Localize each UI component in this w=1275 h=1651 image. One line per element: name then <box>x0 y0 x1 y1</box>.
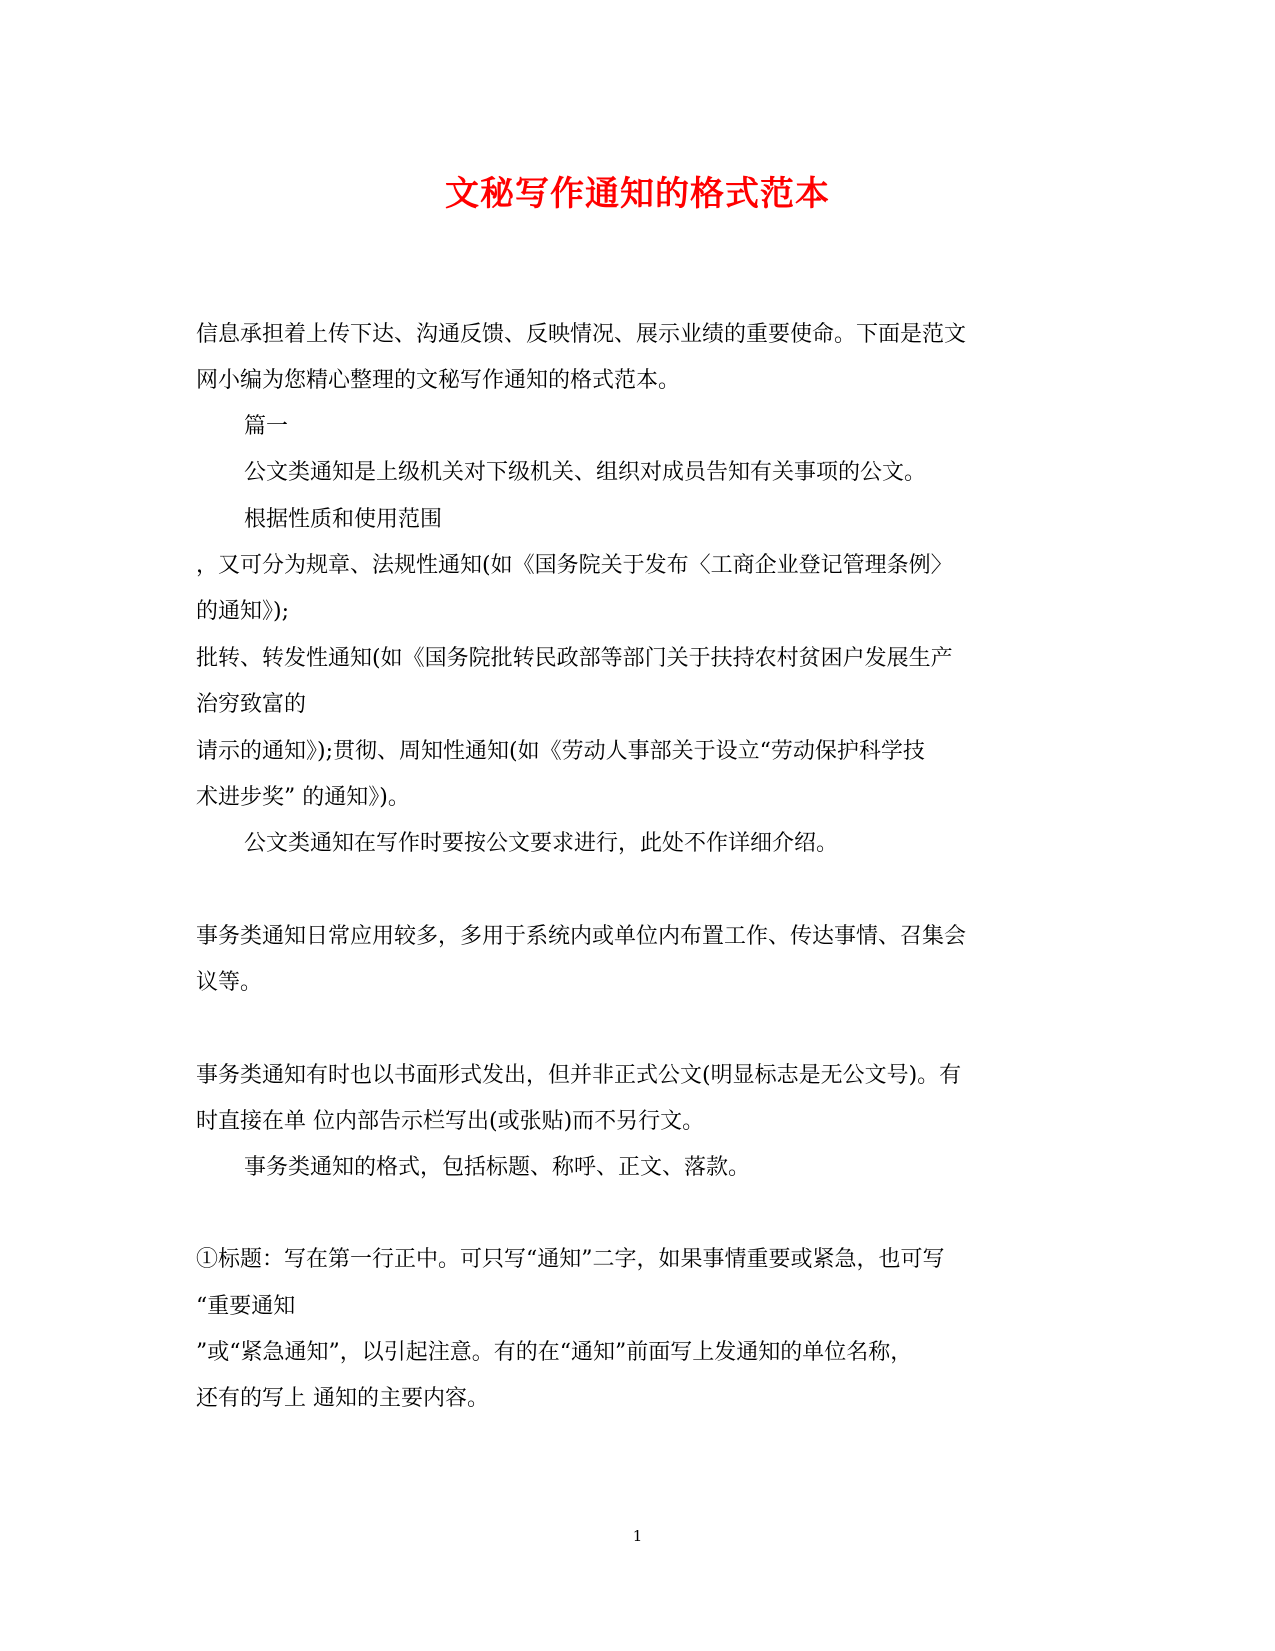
paragraph-line: 网小编为您精心整理的文秘写作通知的格式范本。 <box>196 368 681 393</box>
paragraph-line: 根据性质和使用范围 <box>244 507 443 532</box>
paragraph-line: 事务类通知日常应用较多，多用于系统内或单位内布置工作、传达事情、召集会 <box>196 924 967 949</box>
paragraph-line: 信息承担着上传下达、沟通反馈、反映情况、展示业绩的重要使命。下面是范文 <box>196 322 967 347</box>
paragraph-line: 还有的写上 通知的主要内容。 <box>196 1386 489 1411</box>
paragraph-line: 时直接在单 位内部告示栏写出(或张贴)而不另行文。 <box>196 1109 705 1134</box>
paragraph-line: 公文类通知在写作时要按公文要求进行，此处不作详细介绍。 <box>244 831 839 856</box>
paragraph-line: ”或“紧急通知”，以引起注意。有的在“通知”前面写上发通知的单位名称， <box>196 1340 913 1365</box>
section-heading: 篇一 <box>244 414 289 439</box>
paragraph-line: 的通知》); <box>196 599 289 624</box>
paragraph-line: 事务类通知有时也以书面形式发出，但并非正式公文(明显标志是无公文号)。有 <box>196 1063 962 1088</box>
paragraph-line: 公文类通知是上级机关对下级机关、组织对成员告知有关事项的公文。 <box>244 460 927 485</box>
paragraph-line: 术进步奖” 的通知》)。 <box>196 785 410 810</box>
paragraph-line: ①标题：写在第一行正中。可只写“通知”二字，如果事情重要或紧急，也可写 <box>196 1247 945 1272</box>
document-title: 文秘写作通知的格式范本 <box>445 174 830 214</box>
paragraph-line: 治穷致富的 <box>196 692 307 717</box>
paragraph-line: 事务类通知的格式，包括标题、称呼、正文、落款。 <box>244 1155 751 1180</box>
page-number: 1 <box>632 1527 643 1545</box>
paragraph-line: “重要通知 <box>196 1294 296 1319</box>
paragraph-line: 议等。 <box>196 970 263 995</box>
paragraph-line: 批转、转发性通知(如《国务院批转民政部等部门关于扶持农村贫困户发展生产 <box>196 646 953 671</box>
paragraph-line: ，又可分为规章、法规性通知(如《国务院关于发布〈工商企业登记管理条例〉 <box>196 553 953 578</box>
paragraph-line: 请示的通知》);贯彻、周知性通知(如《劳动人事部关于设立“劳动保护科学技 <box>196 739 925 764</box>
